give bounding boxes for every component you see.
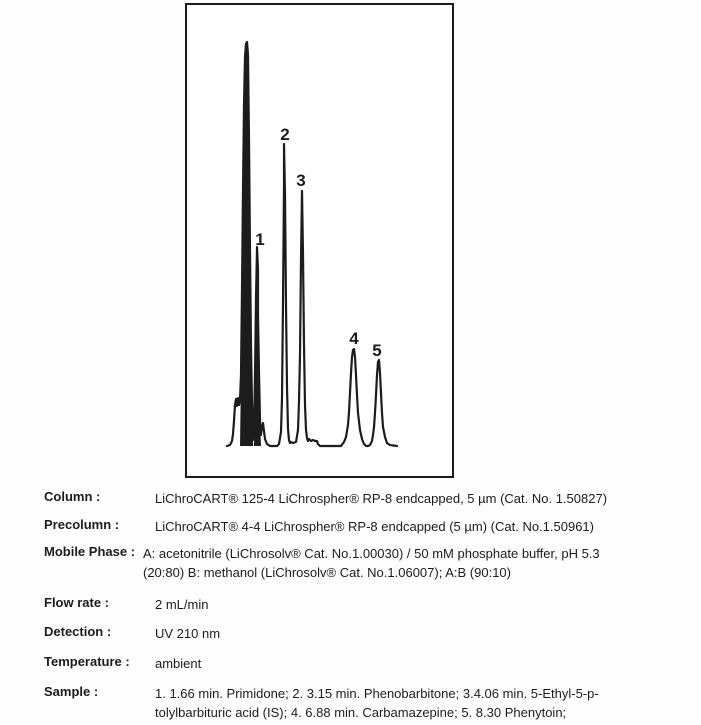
detail-label-detection: Detection : <box>44 624 112 639</box>
peak-label-4: 4 <box>349 329 359 348</box>
detail-value-detection: UV 210 nm <box>155 626 221 641</box>
detail-value-sample: 1. 1.66 min. Primidone; 2. 3.15 min. Phenobarbitone; 3.4.06 min. 5-Ethyl-5-p- tolylbarbituric acid (IS); 4. 6.88 min. Carbamazepine; 5. 8.30 Phenytoin; <box>155 686 599 720</box>
peak-label-3: 3 <box>296 171 306 190</box>
peak-label-5: 5 <box>372 341 382 360</box>
detail-label-flow-rate: Flow rate : <box>44 595 110 610</box>
detail-label-sample: Sample : <box>44 684 99 699</box>
detail-value-column: LiChroCART® 125-4 LiChrospher® RP-8 endcapped, 5 µm (Cat. No. 1.50827) <box>155 491 608 506</box>
peak-label-2: 2 <box>280 125 290 144</box>
detail-label-temperature: Temperature : <box>44 654 130 669</box>
detail-value-flow-rate: 2 mL/min <box>155 597 209 612</box>
peak-label-1: 1 <box>255 230 265 249</box>
detail-label-column: Column : <box>44 489 101 504</box>
detail-label-precolumn: Precolumn : <box>44 517 120 532</box>
detail-value-temperature: ambient <box>155 656 202 671</box>
detail-value-precolumn: LiChroCART® 4-4 LiChrospher® RP-8 endcapped (5 µm) (Cat. No.1.50961) <box>155 519 594 534</box>
detail-value-mobile-phase: A: acetonitrile (LiChrosolv® Cat. No.1.00030) / 50 mM phosphate buffer, pH 5.3 (20:80) B: methanol (LiChrosolv® Cat. No.1.06007); A:B (90:10) <box>143 546 600 580</box>
detail-label-mobile-phase: Mobile Phase : <box>44 544 136 559</box>
